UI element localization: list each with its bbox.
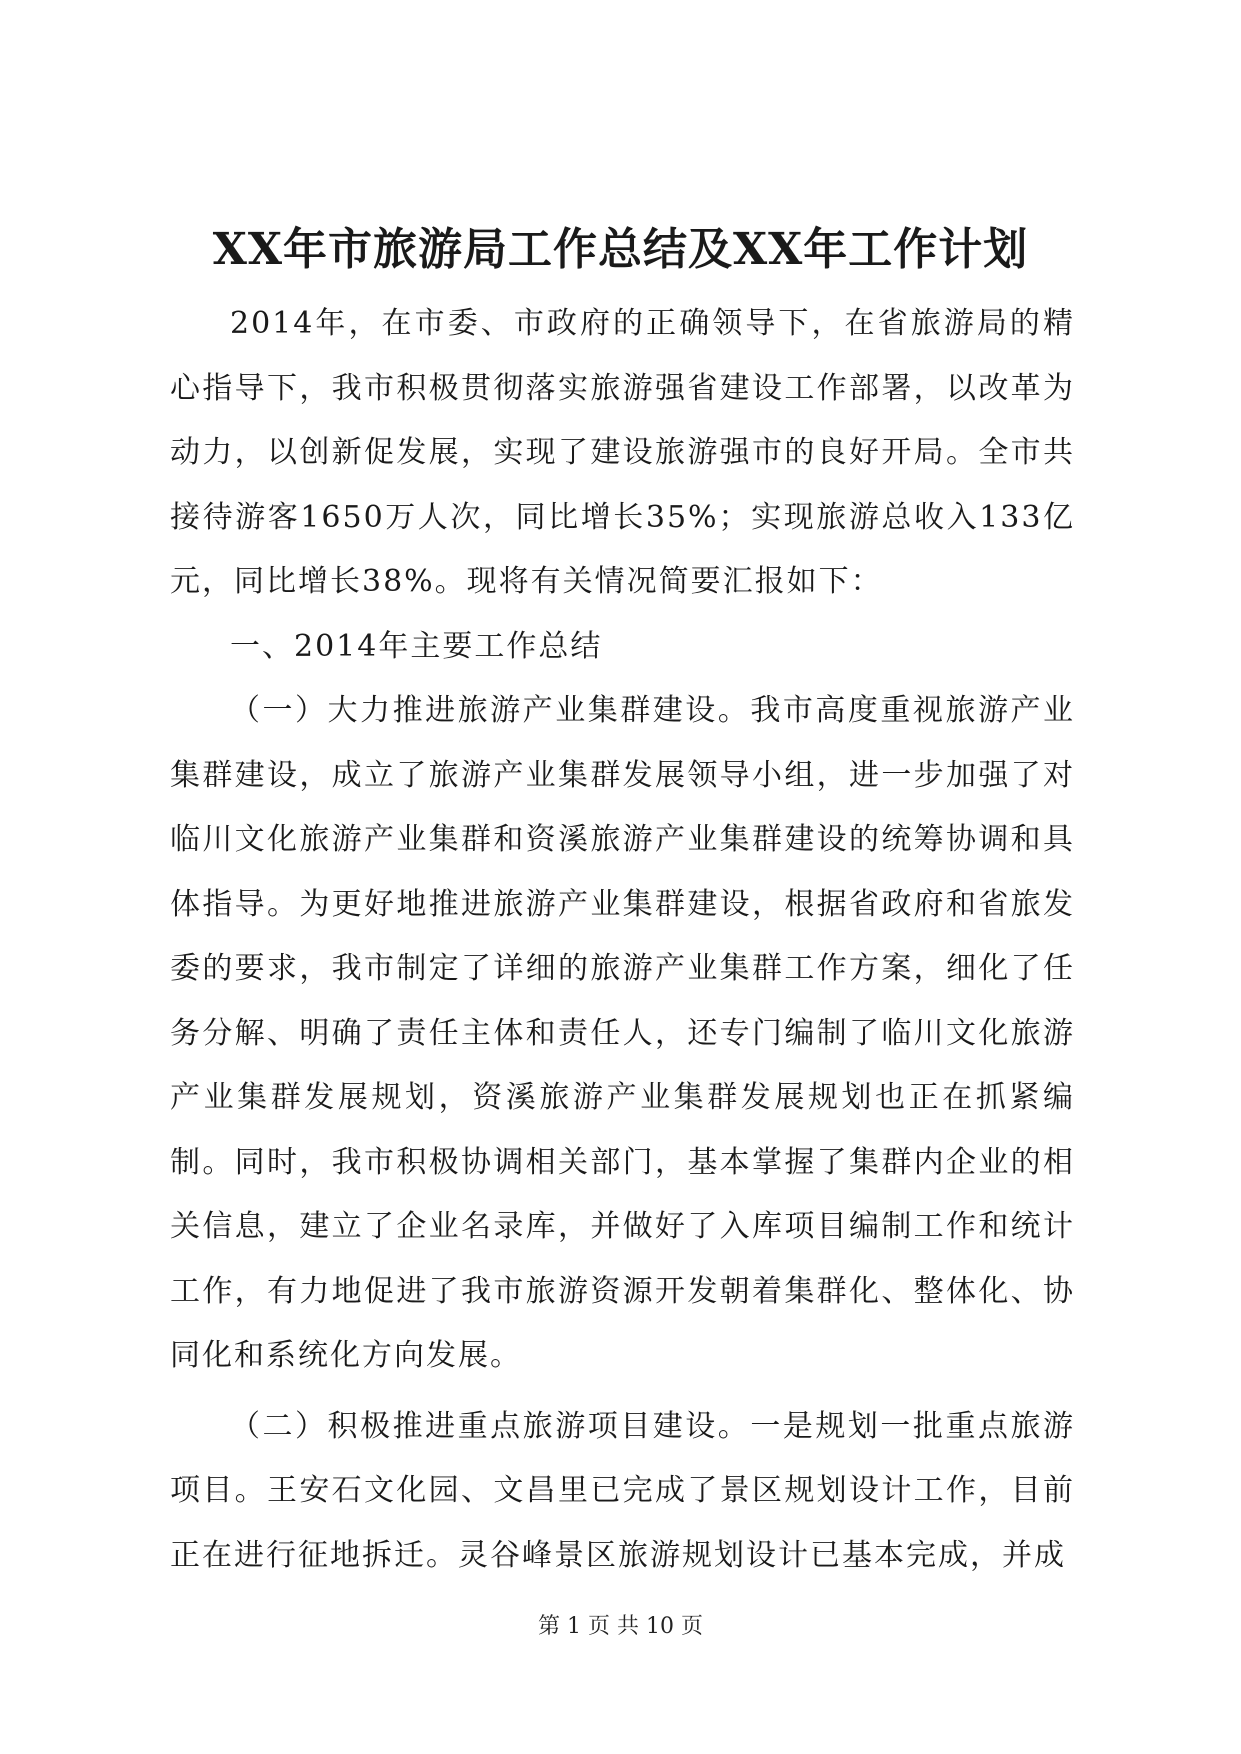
document-body <box>170 292 1075 1588</box>
body-paragraph: （一）大力推进旅游产业集群建设。我市高度重视旅游产业集群建设，成立了旅游产业集群发展领导小组，进一步加强了对临川文化旅游产业集群和资溪旅游产业集群建设的统筹协调和具体指导。为更好地推进旅游产业集群建设，根据省政府和省旅发委的要求，我市制定了详细的旅游产业集群工作方案，细化了任务分解、明确了责任主体和责任人，还专门编制了临川文化旅游产业集群发展规划，资溪旅游产业集群发展规划也正在抓紧编制。同时，我市积极协调相关部门，基本掌握了集群内企业的相关信息，建立了企业名录库，并做好了入库项目编制工作和统计工作，有力地促进了我市旅游资源开发朝着集群化、整体化、协同化和系统化方向发展。 <box>170 693 1075 1373</box>
intro-paragraph: 2014年，在市委、市政府的正确领导下，在省旅游局的精心指导下，我市积极贯彻落实旅游强省建设工作部署，以改革为动力，以创新促发展，实现了建设旅游强市的良好开局。全市共接待游客1650万人次，同比增长35%；实现旅游总收入133亿元，同比增长38%。现将有关情况简要汇报如下： <box>170 306 1075 599</box>
document-title: XX年市旅游局工作总结及XX年工作计划 <box>212 224 1029 275</box>
page-number-footer: 第 1 页 共 10 页 <box>538 1614 703 1639</box>
body-paragraph: （二）积极推进重点旅游项目建设。一是规划一批重点旅游项目。王安石文化园、文昌里已完成了景区规划设计工作，目前正在进行征地拆迁。灵谷峰景区旅游规划设计已基本完成，并成 <box>170 1408 1075 1573</box>
section-heading: 一、2014年主要工作总结 <box>230 628 603 664</box>
